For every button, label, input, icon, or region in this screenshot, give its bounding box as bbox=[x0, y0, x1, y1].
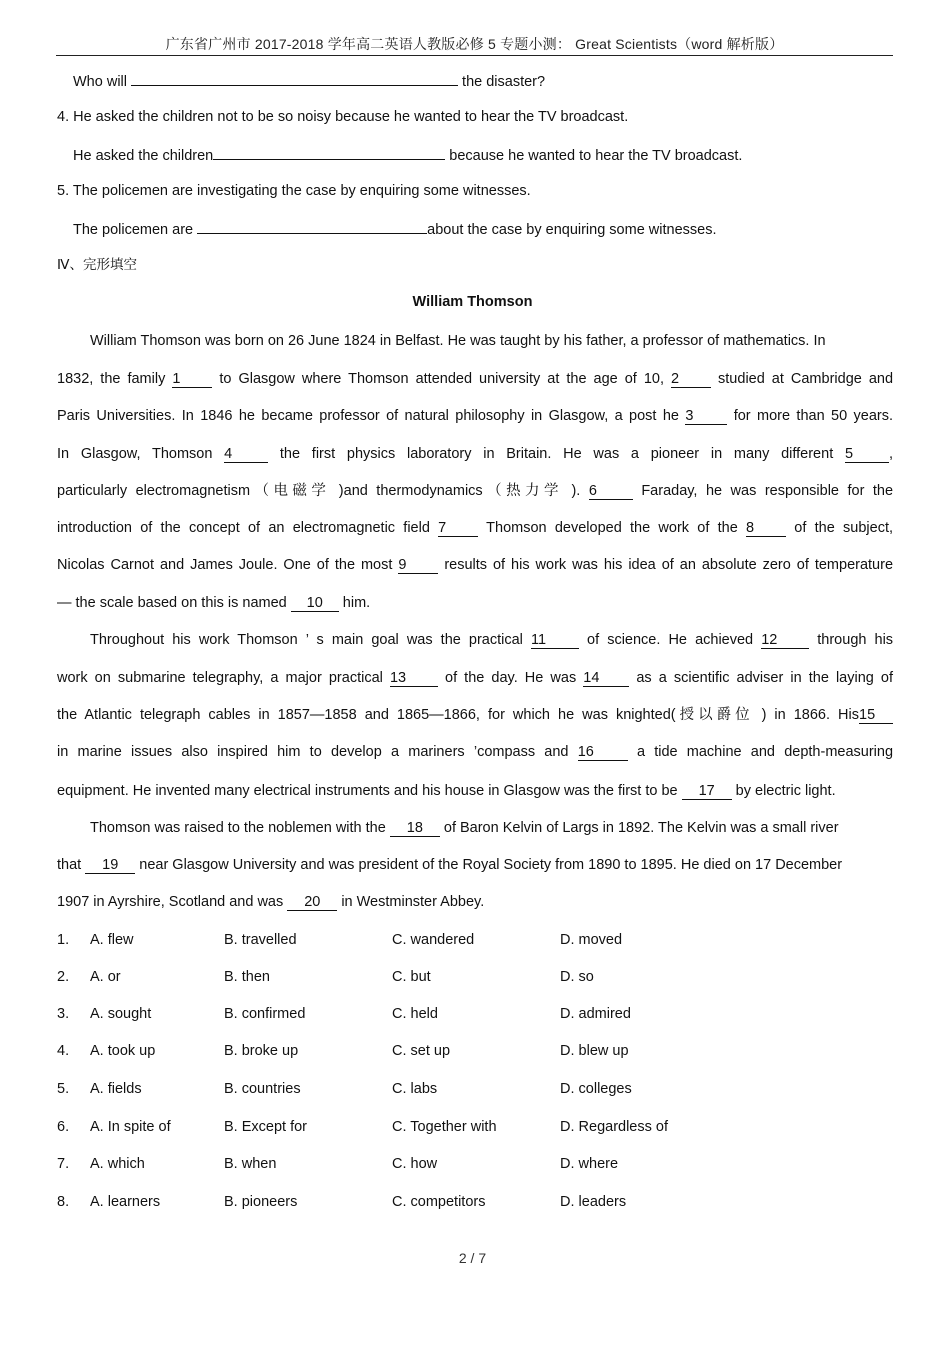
passage-text: studied at Cambridge and bbox=[718, 371, 894, 387]
option-c[interactable]: C. Together with bbox=[392, 1119, 497, 1135]
passage-line bbox=[57, 668, 893, 688]
passage-text: 1832, the family bbox=[57, 371, 166, 387]
question-number: 3. bbox=[57, 1006, 70, 1022]
passage-text: — the scale based on this is named bbox=[57, 595, 287, 611]
passage-text: work on submarine telegraphy, a major practical bbox=[57, 670, 383, 686]
passage-text: of science. He achieved bbox=[587, 632, 754, 648]
sentence-text: Who will bbox=[73, 74, 127, 90]
option-b[interactable]: B. Except for bbox=[224, 1119, 308, 1135]
passage-line: William Thomson was born on 26 June 1824 in Belfast. He was taught by his father, a professor of mathematics. In bbox=[90, 333, 826, 349]
option-b[interactable]: B. pioneers bbox=[224, 1194, 298, 1210]
answer-blank[interactable] bbox=[213, 144, 445, 160]
section-heading: Ⅳ、完形填空 bbox=[57, 257, 137, 273]
blank-9[interactable]: 9 bbox=[398, 557, 438, 574]
page-header: 广东省广州市 2017-2018 学年高二英语人教版必修 5 专题小测： Great Scientists（word 解析版） bbox=[56, 34, 893, 56]
answer-blank[interactable] bbox=[197, 218, 427, 234]
question-number: 8. bbox=[57, 1194, 70, 1210]
option-a[interactable]: A. took up bbox=[90, 1043, 156, 1059]
passage-text: Paris Universities. In 1846 he became professor of natural philosophy in Glasgow, a post he bbox=[57, 408, 679, 424]
option-a[interactable]: A. fields bbox=[90, 1081, 142, 1097]
sentence-text: because he wanted to hear the TV broadcast. bbox=[449, 148, 743, 164]
option-b[interactable]: B. travelled bbox=[224, 932, 297, 948]
blank-3[interactable]: 3 bbox=[685, 408, 727, 425]
passage-text: particularly electromagnetism（电磁学 )and thermodynamics（热力学 ). bbox=[57, 483, 581, 499]
passage-line bbox=[90, 630, 893, 650]
blank-12[interactable]: 12 bbox=[761, 632, 809, 649]
passage-line bbox=[57, 555, 893, 575]
passage-line bbox=[57, 406, 893, 426]
blank-7[interactable]: 7 bbox=[438, 520, 478, 537]
blank-19[interactable]: 19 bbox=[85, 857, 135, 874]
passage-text: , bbox=[888, 446, 893, 462]
answer-blank[interactable] bbox=[131, 70, 458, 86]
question-number: 5. bbox=[57, 1081, 70, 1097]
passage-text: Throughout his work Thomson bbox=[90, 632, 298, 648]
blank-15[interactable]: 15 bbox=[859, 707, 893, 724]
option-a[interactable]: A. learners bbox=[90, 1194, 161, 1210]
passage-text: introduction of the concept of an electromagnetic field bbox=[57, 520, 430, 536]
passage-line bbox=[57, 742, 893, 762]
passage-text: of Baron Kelvin of Largs in 1892. The Kelvin was a small river bbox=[443, 820, 839, 836]
option-c[interactable]: C. set up bbox=[392, 1043, 451, 1059]
option-b[interactable]: B. countries bbox=[224, 1081, 301, 1097]
blank-6[interactable]: 6 bbox=[589, 483, 633, 500]
option-d[interactable]: D. leaders bbox=[560, 1194, 627, 1210]
passage-line bbox=[57, 593, 370, 613]
passage-text: Thomson was raised to the noblemen with the bbox=[90, 820, 386, 836]
option-d[interactable]: D. moved bbox=[560, 932, 623, 948]
question-number: 4. bbox=[57, 1043, 70, 1059]
option-b[interactable]: B. confirmed bbox=[224, 1006, 306, 1022]
blank-18[interactable]: 18 bbox=[390, 820, 440, 837]
option-b[interactable]: B. when bbox=[224, 1156, 277, 1172]
rewrite-line-5b bbox=[73, 218, 717, 240]
passage-text: equipment. He invented many electrical instruments and his house in Glasgow was the first to be bbox=[57, 783, 678, 799]
passage-text: that bbox=[57, 857, 82, 873]
blank-16[interactable]: 16 bbox=[578, 744, 628, 761]
option-a[interactable]: A. which bbox=[90, 1156, 145, 1172]
passage-text: a tide machine and depth-measuring bbox=[636, 744, 894, 760]
passage-text: for more than 50 years. bbox=[733, 408, 893, 424]
passage-text: the first physics laboratory in Britain. He was a pioneer in many different bbox=[279, 446, 834, 462]
option-d[interactable]: D. colleges bbox=[560, 1081, 632, 1097]
option-b[interactable]: B. then bbox=[224, 969, 270, 985]
passage-text: in marine issues also inspired him to develop a mariners ’compass and bbox=[57, 744, 569, 760]
option-c[interactable]: C. wandered bbox=[392, 932, 475, 948]
blank-11[interactable]: 11 bbox=[531, 632, 579, 649]
option-c[interactable]: C. labs bbox=[392, 1081, 438, 1097]
blank-4[interactable]: 4 bbox=[224, 446, 268, 463]
sentence-text: the disaster? bbox=[462, 74, 546, 90]
question-number: 2. bbox=[57, 969, 70, 985]
blank-17[interactable]: 17 bbox=[682, 783, 732, 800]
passage-text: of the day. He was bbox=[445, 670, 577, 686]
passage-text: Nicolas Carnot and James Joule. One of the most bbox=[57, 557, 393, 573]
option-b[interactable]: B. broke up bbox=[224, 1043, 299, 1059]
option-a[interactable]: A. sought bbox=[90, 1006, 152, 1022]
question-number: 6. bbox=[57, 1119, 70, 1135]
sentence-text: The policemen are bbox=[73, 222, 194, 238]
page-number: 2 / 7 bbox=[458, 1250, 487, 1266]
option-d[interactable]: D. Regardless of bbox=[560, 1119, 668, 1135]
passage-text: Thomson developed the work of the bbox=[486, 520, 738, 536]
rewrite-line-4b bbox=[73, 144, 742, 166]
passage-text: him. bbox=[342, 595, 371, 611]
passage-line bbox=[90, 818, 839, 838]
blank-5[interactable]: 5 bbox=[845, 446, 889, 463]
passage-line bbox=[57, 518, 893, 538]
passage-text: through his bbox=[817, 632, 894, 648]
passage-text: by electric light. bbox=[735, 783, 836, 799]
rewrite-line-3b bbox=[73, 70, 545, 92]
blank-8[interactable]: 8 bbox=[746, 520, 786, 537]
option-a[interactable]: A. In spite of bbox=[90, 1119, 171, 1135]
blank-2[interactable]: 2 bbox=[671, 371, 711, 388]
passage-line bbox=[57, 781, 836, 801]
option-a[interactable]: A. or bbox=[90, 969, 121, 985]
passage-line bbox=[57, 369, 893, 389]
blank-14[interactable]: 14 bbox=[583, 670, 629, 687]
passage-line bbox=[57, 444, 893, 464]
blank-10[interactable]: 10 bbox=[291, 595, 339, 612]
passage-line bbox=[57, 855, 842, 875]
question-5: 5. The policemen are investigating the case by enquiring some witnesses. bbox=[57, 183, 531, 199]
passage-text: as a scientific adviser in the laying of bbox=[636, 670, 893, 686]
question-number: 1. bbox=[57, 932, 70, 948]
option-c[interactable]: C. competitors bbox=[392, 1194, 486, 1210]
sentence-text: about the case by enquiring some witnesses. bbox=[427, 222, 717, 238]
passage-text: of the subject, bbox=[794, 520, 893, 536]
blank-13[interactable]: 13 bbox=[390, 670, 438, 687]
blank-20[interactable]: 20 bbox=[287, 894, 337, 911]
blank-1[interactable]: 1 bbox=[172, 371, 212, 388]
passage-text: to Glasgow where Thomson attended university at the age of 10, bbox=[219, 371, 664, 387]
passage-text: in Westminster Abbey. bbox=[341, 894, 485, 910]
sentence-text: He asked the children bbox=[73, 148, 214, 164]
passage-line bbox=[57, 892, 484, 912]
option-d[interactable]: D. so bbox=[560, 969, 594, 985]
option-d[interactable]: D. where bbox=[560, 1156, 619, 1172]
passage-line bbox=[57, 705, 893, 725]
passage-title: William Thomson bbox=[412, 294, 533, 310]
passage-line bbox=[57, 481, 893, 501]
option-a[interactable]: A. flew bbox=[90, 932, 134, 948]
option-d[interactable]: D. blew up bbox=[560, 1043, 629, 1059]
passage-text: the Atlantic telegraph cables in 1857—1858 and 1865—1866, for which he was knighted(授以爵位 ) in 1866. His bbox=[57, 707, 859, 723]
option-c[interactable]: C. held bbox=[392, 1006, 438, 1022]
option-c[interactable]: C. how bbox=[392, 1156, 438, 1172]
option-c[interactable]: C. but bbox=[392, 969, 431, 985]
passage-text: ’ s main goal was the practical bbox=[305, 632, 523, 648]
passage-text: Faraday, he was responsible for the bbox=[641, 483, 894, 499]
option-d[interactable]: D. admired bbox=[560, 1006, 631, 1022]
passage-text: 1907 in Ayrshire, Scotland and was bbox=[57, 894, 284, 910]
passage-text: results of his work was his idea of an absolute zero of temperature bbox=[444, 557, 894, 573]
question-4: 4. He asked the children not to be so noisy because he wanted to hear the TV broadcast. bbox=[57, 109, 629, 125]
question-number: 7. bbox=[57, 1156, 70, 1172]
passage-text: In Glasgow, Thomson bbox=[57, 446, 213, 462]
passage-text: near Glasgow University and was president of the Royal Society from 1890 to 1895. He died on 17 December bbox=[139, 857, 843, 873]
